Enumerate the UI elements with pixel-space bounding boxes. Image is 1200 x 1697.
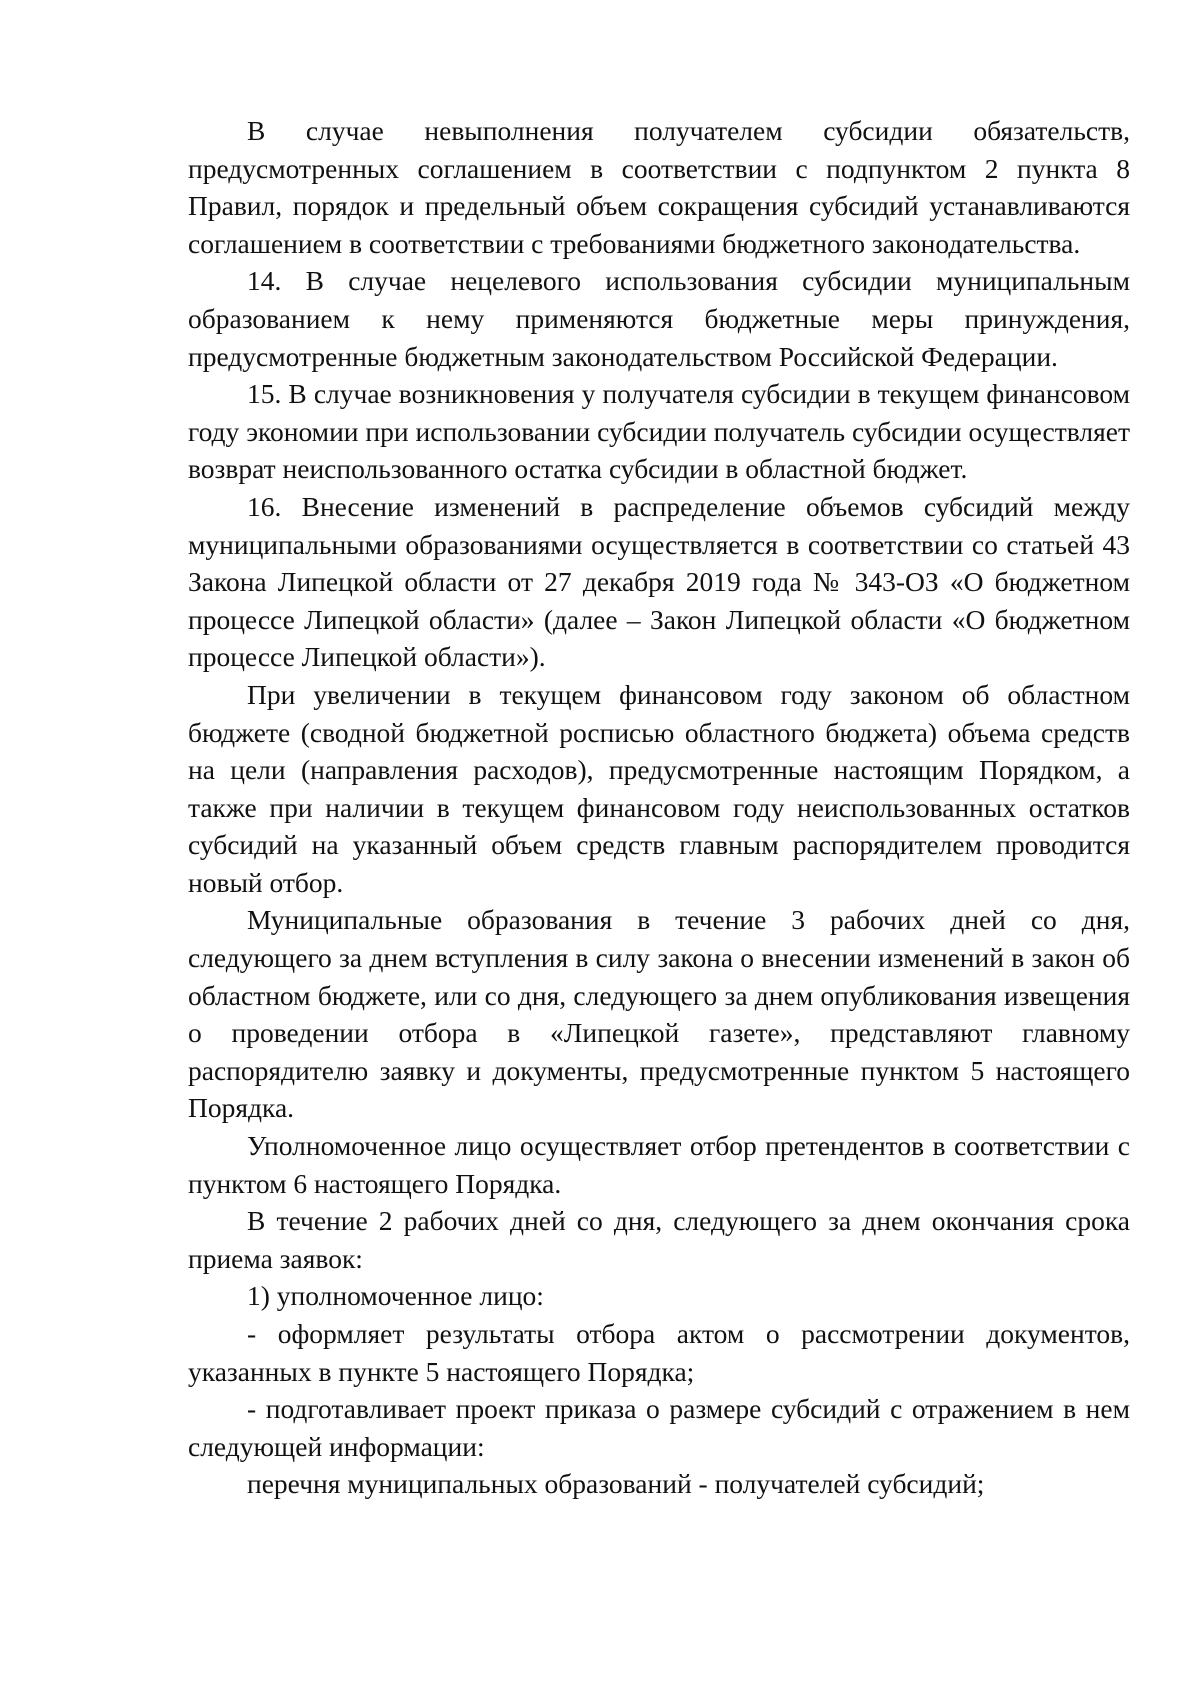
list-item-act-registration: - оформляет результаты отбора актом о рассмотрении документов, указанных в пункте 5 настоящего Порядка; <box>188 1318 1130 1387</box>
paragraph-new-selection: При увеличении в текущем финансовом году законом об областном бюджете (сводной бюджетной росписью областного бюджета) объема средств на цели (направления расходов), предусмотренные настоящим Порядком, а также при наличии в текущем финансовом году неиспользованных остатков субсидий на указанный объем средств главным распорядителем проводится новый отбор. <box>188 678 1130 898</box>
list-item-recipients-list: перечня муниципальных образований - получателей субсидий; <box>247 1468 985 1500</box>
paragraph-subsidy-reduction: В случае невыполнения получателем субсидии обязательств, предусмотренных соглашением в соответствии с подпунктом 2 пункта 8 Правил, порядок и предельный объем сокращения субсидий устанавливаются соглашением в соответствии с требованиями бюджетного законодательства. <box>188 115 1130 259</box>
paragraph-municipal-application: Муниципальные образования в течение 3 рабочих дней со дня, следующего за днем вступления в силу закона о внесении изменений в закон об областном бюджете, или со дня, следующего за днем опубликования извещения о проведении отбора в «Липецкой газете», представляют главному распорядителю заявку и документы, предусмотренные пунктом 5 настоящего Порядка. <box>188 904 1130 1124</box>
paragraph-15-savings-return: 15. В случае возникновения у получателя субсидии в текущем финансовом году экономии при использовании субсидии получатель субсидии осуществляет возврат неиспользованного остатка субсидии в областной бюджет. <box>188 378 1130 485</box>
paragraph-authorized-person: 1) уполномоченное лицо: <box>247 1280 544 1312</box>
document-body <box>188 112 1130 1503</box>
paragraph-selection-by-authorized: Уполномоченное лицо осуществляет отбор претендентов в соответствии с пунктом 6 настоящего Порядка. <box>188 1130 1130 1199</box>
paragraph-16-distribution-changes: 16. Внесение изменений в распределение объемов субсидий между муниципальными образованиями осуществляется в соответствии со статьей 43 Закона Липецкой области от 27 декабря 2019 года № 343-ОЗ «О бюджетном процессе Липецкой области» (далее – Закон Липецкой области «О бюджетном процессе Липецкой области»). <box>188 490 1130 673</box>
paragraph-within-two-days: В течение 2 рабочих дней со дня, следующего за днем окончания срока приема заявок: <box>188 1205 1130 1274</box>
list-item-draft-order: - подготавливает проект приказа о размере субсидий с отражением в нем следующей информации: <box>188 1393 1130 1462</box>
paragraph-14-misuse: 14. В случае нецелевого использования субсидии муниципальным образованием к нему применяются бюджетные меры принуждения, предусмотренные бюджетным законодательством Российской Федерации. <box>188 265 1130 372</box>
